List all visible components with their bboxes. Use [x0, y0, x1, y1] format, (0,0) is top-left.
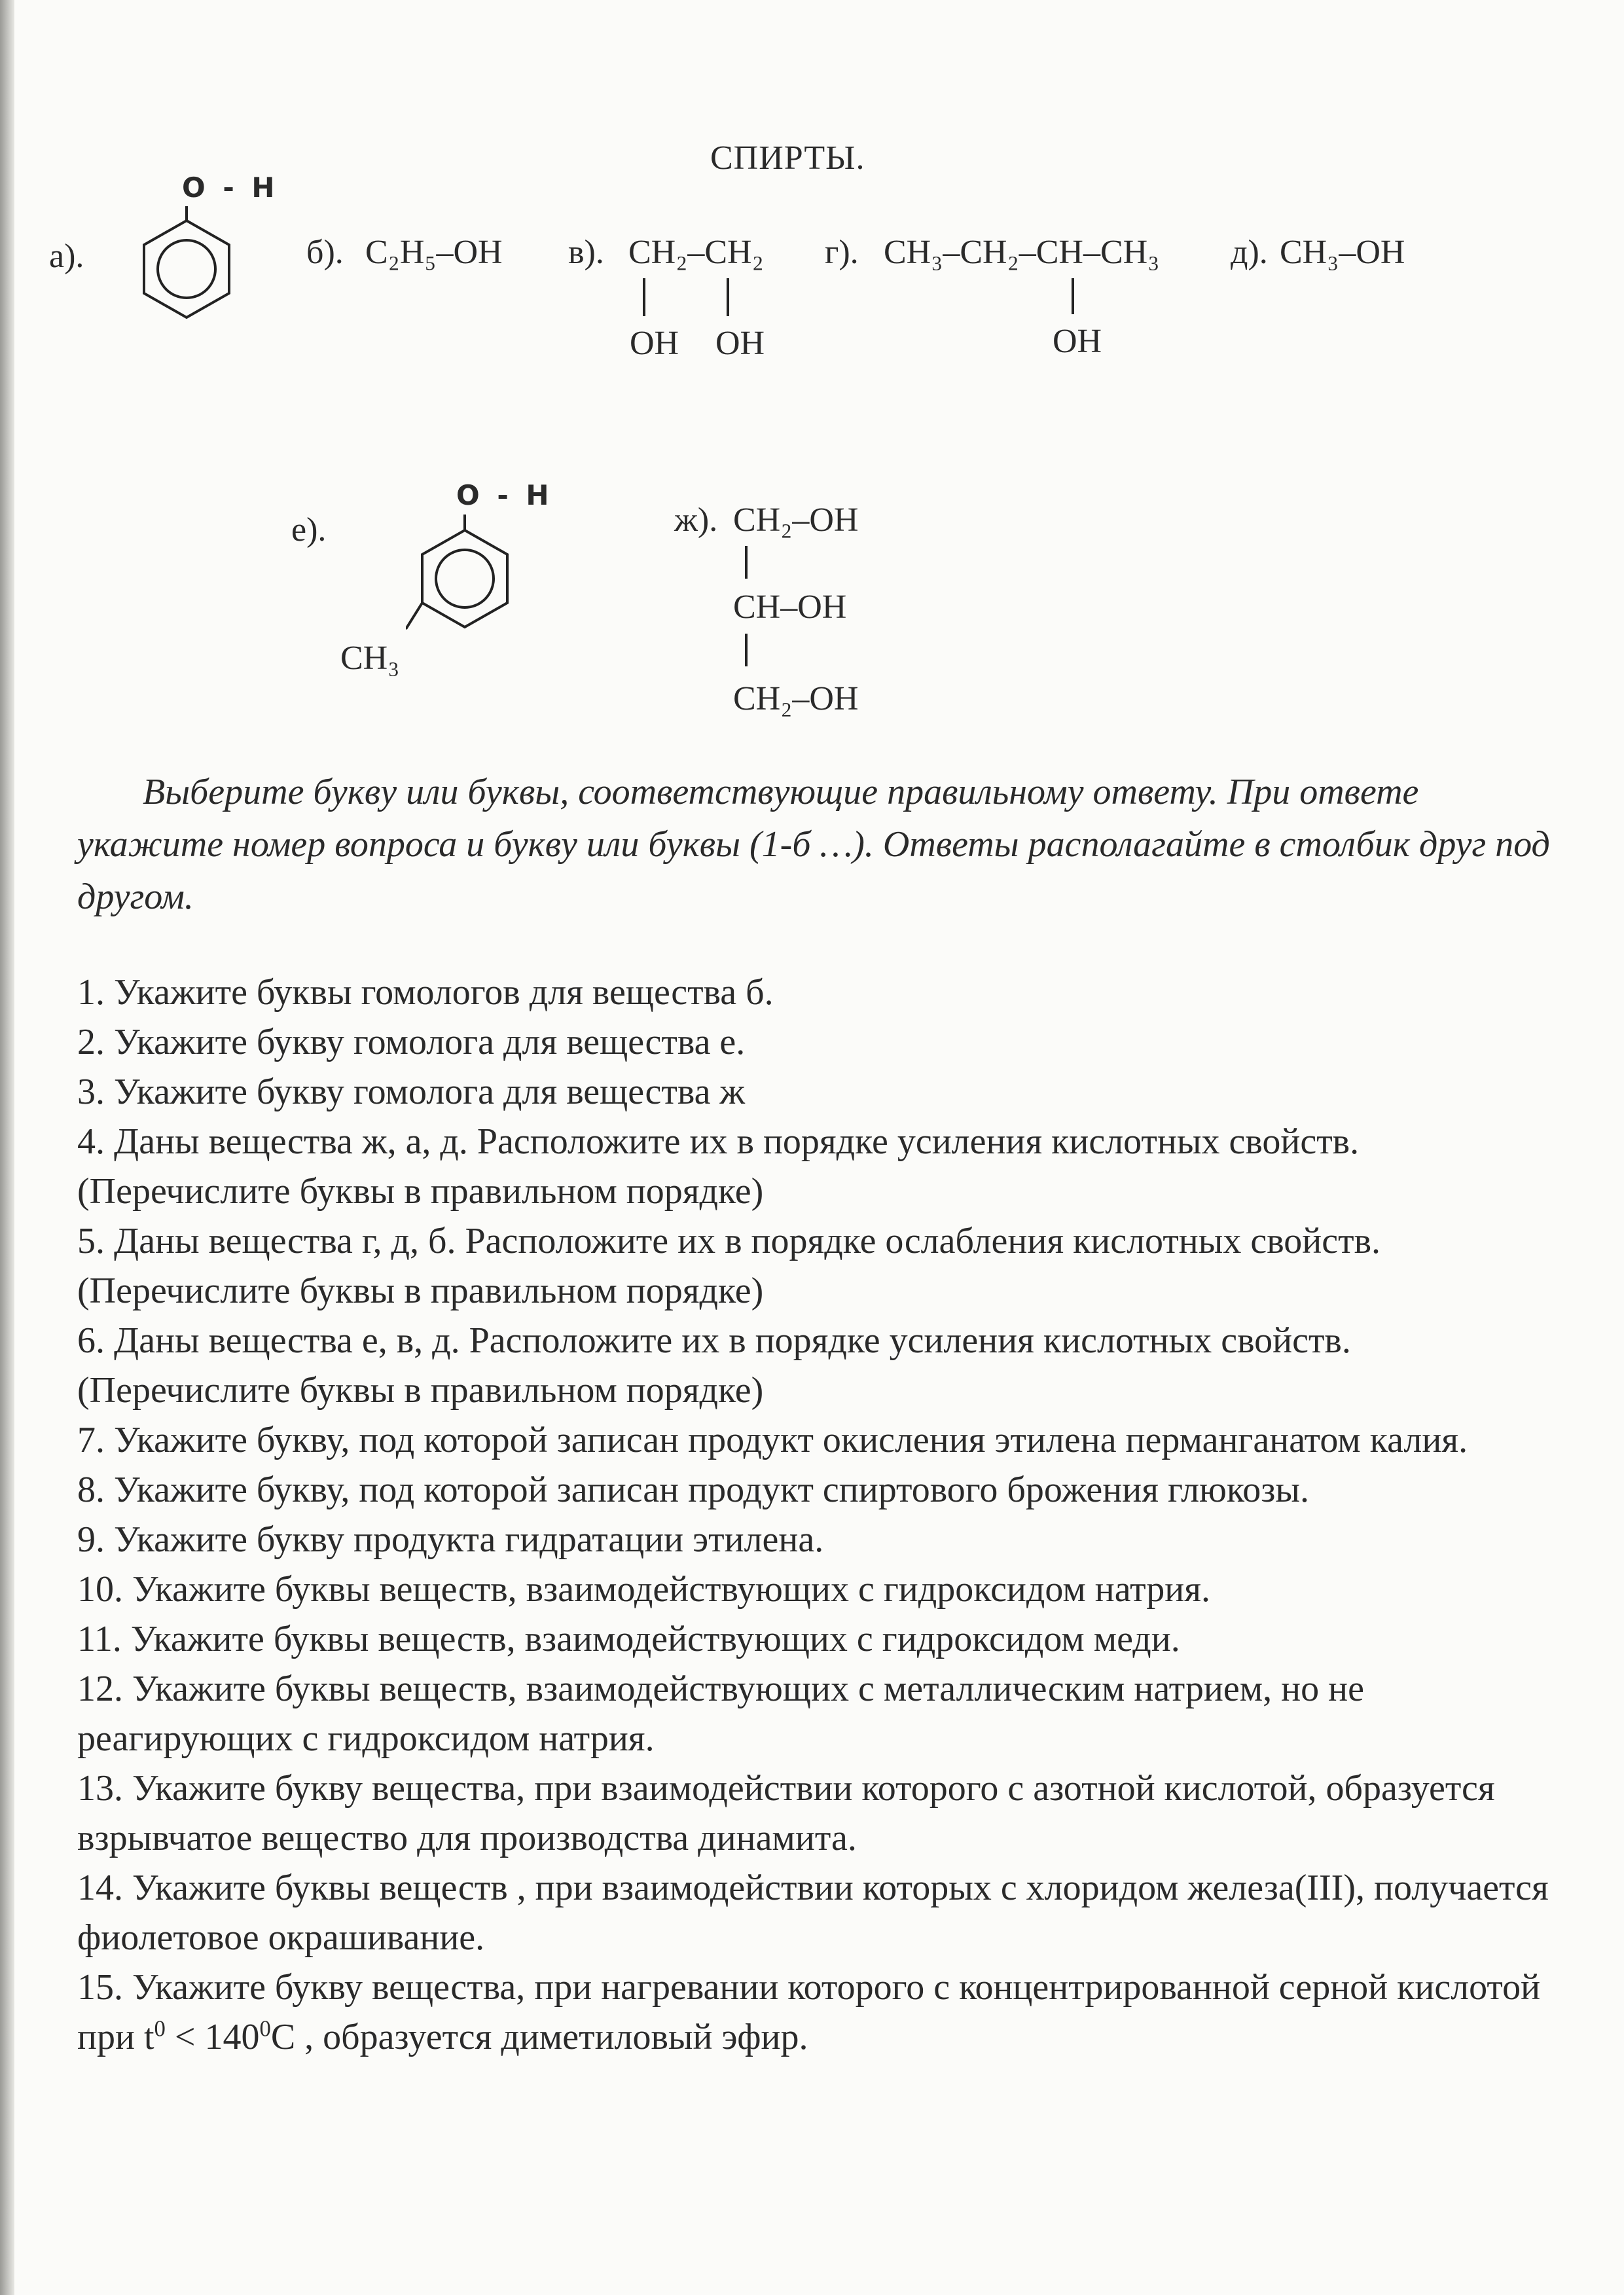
- formula-zh-2: CH–OH: [733, 588, 847, 626]
- label-e: е).: [291, 511, 327, 549]
- formula-g-oh: OH: [1053, 323, 1102, 360]
- benzene-ring-e: [406, 515, 511, 632]
- question-item: 7. Укажите букву, под которой записан продукт окисления этилена перманганатом калия.: [77, 1420, 1468, 1460]
- label-d: д).: [1231, 234, 1268, 271]
- question-list: [77, 967, 1570, 2062]
- label-zh: ж).: [674, 501, 718, 539]
- label-a: а).: [49, 238, 84, 275]
- substituent-e: CH₃: [340, 640, 400, 677]
- hydroxyl-a: O - H: [182, 172, 279, 204]
- bond-v-1: [643, 278, 645, 316]
- question-item: 4. Даны вещества ж, а, д. Расположите их в порядке усиления кислотных свойств. (Перечислите буквы в правильном порядке): [77, 1121, 1360, 1212]
- question-item: 8. Укажите букву, под которой записан продукт спиртового брожения глюкозы.: [77, 1470, 1309, 1510]
- q15-sup1: 0: [154, 2015, 166, 2042]
- formula-b: C₂H₅–OH: [365, 234, 503, 271]
- bond-v-2: [727, 278, 729, 316]
- bond-zh-1: [745, 546, 748, 579]
- page-title: СПИРТЫ.: [710, 139, 865, 177]
- formula-v-main: CH₂–CH₂: [628, 234, 764, 271]
- q15-prefix: 15. Укажите букву вещества, при нагревании которого с концентрированной серной кислотой при t: [77, 1967, 1541, 2057]
- question-item-15: [77, 1962, 1570, 2062]
- q15-suffix: C , образуется диметиловый эфир.: [270, 2017, 808, 2057]
- formula-v-oh2: OH: [715, 325, 765, 362]
- question-item: 12. Укажите буквы веществ, взаимодействующих с металлическим натрием, но не реагирующих с гидроксидом натрия.: [77, 1669, 1364, 1759]
- label-b: б).: [306, 234, 344, 271]
- instructions: Выберите букву или буквы, соответствующие правильному ответу. При ответе укажите номер вопроса и букву или буквы (1-б …). Ответы располагайте в столбик друг под другом.: [77, 772, 1550, 917]
- q15-sup2: 0: [259, 2015, 271, 2042]
- question-item: 5. Даны вещества г, д, б. Расположите их в порядке ослабления кислотных свойств. (Перечислите буквы в правильном порядке): [77, 1221, 1381, 1311]
- formula-v-oh1: OH: [630, 325, 679, 362]
- question-item: 3. Укажите букву гомолога для вещества ж: [77, 1072, 746, 1112]
- hydroxyl-e: O - H: [456, 479, 553, 511]
- question-item: 13. Укажите букву вещества, при взаимодействии которого с азотной кислотой, образуется взрывчатое вещество для производства динамита.: [77, 1768, 1495, 1858]
- q15-middle: < 140: [165, 2017, 260, 2057]
- bond-g: [1072, 278, 1074, 314]
- formula-zh-1: CH₂–OH: [733, 501, 859, 539]
- scan-edge: [0, 0, 14, 2295]
- question-item: 6. Даны вещества е, в, д. Расположите их в порядке усиления кислотных свойств. (Перечислите буквы в правильном порядке): [77, 1320, 1351, 1411]
- formula-g-main: CH₃–CH₂–CH–CH₃: [884, 234, 1160, 271]
- bond-zh-2: [745, 634, 748, 666]
- question-item: 14. Укажите буквы веществ , при взаимодействии которых с хлоридом железа(III), получается фиолетовое окрашивание.: [77, 1868, 1549, 1958]
- label-g: г).: [825, 234, 859, 271]
- formula-d: CH₃–OH: [1280, 234, 1405, 271]
- formula-zh-3: CH₂–OH: [733, 680, 859, 717]
- question-item: 10. Укажите буквы веществ, взаимодействующих с гидроксидом натрия.: [77, 1569, 1211, 1610]
- question-item: 1. Укажите буквы гомологов для вещества б.: [77, 972, 774, 1013]
- question-item: 9. Укажите букву продукта гидратации этилена.: [77, 1519, 824, 1560]
- question-item: 2. Укажите букву гомолога для вещества е.: [77, 1022, 746, 1062]
- question-item: 11. Укажите буквы веществ, взаимодействующих с гидроксидом меди.: [77, 1619, 1180, 1659]
- label-v: в).: [568, 234, 604, 271]
- benzene-ring-a: [137, 206, 236, 321]
